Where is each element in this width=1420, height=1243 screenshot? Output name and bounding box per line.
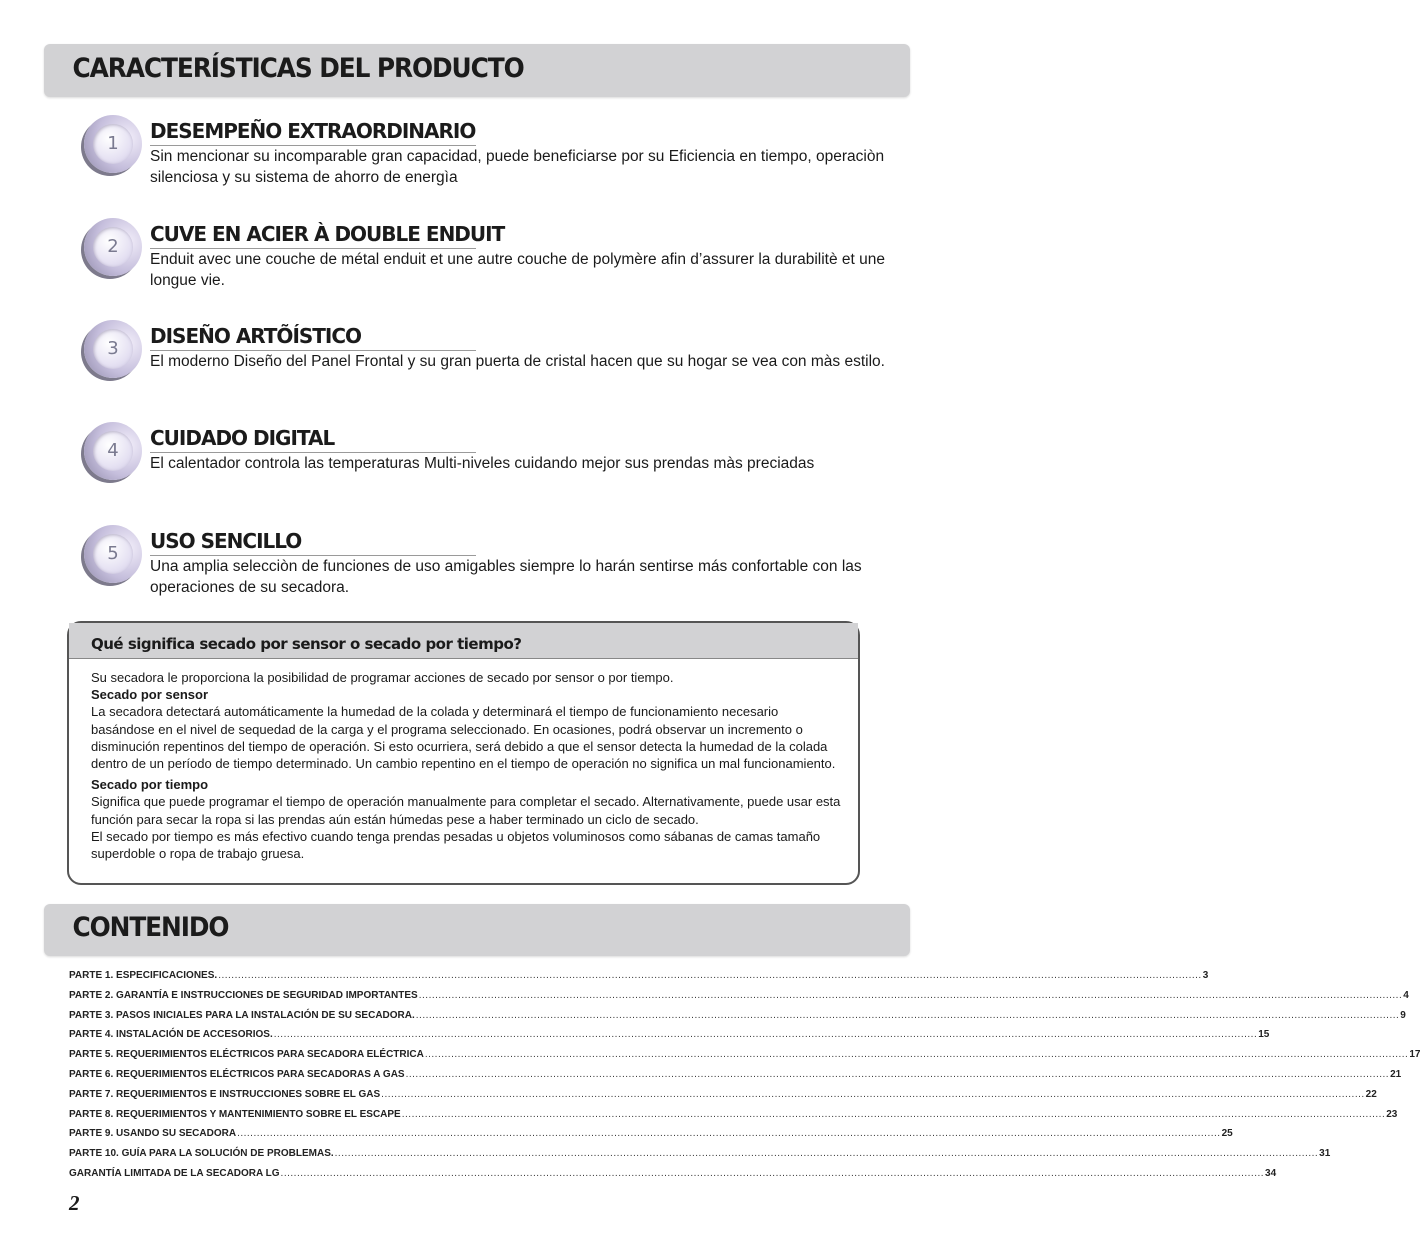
contents-banner <box>44 904 910 956</box>
toc-leader-dots: ............................................................................................................................................................................................................................................................................................................ <box>280 1167 1265 1179</box>
toc-leader-dots: ............................................................................................................................................................................................................................................................................................................ <box>334 1148 1319 1160</box>
feature-number: 1 <box>93 124 133 164</box>
number-badge-icon <box>84 115 142 173</box>
features-banner <box>44 44 910 97</box>
time-drying-text: El secado por tiempo es más efectivo cuando tenga prendas pesadas u objetos voluminosos como sábanas de camas tamaño superdoble o ropa de trabajo gruesa. <box>91 828 821 862</box>
toc-entry[interactable] <box>69 970 1209 990</box>
feature-text: El calentador controla las temperaturas Multi-niveles cuidando mejor sus prendas màs preciadas <box>150 455 815 472</box>
feature-item <box>0 320 954 410</box>
number-badge-icon <box>84 218 142 276</box>
feature-item <box>0 422 954 512</box>
feature-item <box>0 525 954 615</box>
toc-entry-page: 34 <box>1265 1167 1277 1179</box>
toc-leader-dots: ............................................................................................................................................................................................................................................................................................................ <box>237 1128 1221 1140</box>
feature-text: Sin mencionar su incomparable gran capacidad, puede beneficiarse por su Eficiencia en tiempo, operaciòn silenciosa y su sistema de ahorro de energìa <box>150 148 885 186</box>
toc-entry-title: PARTE 2. GARANTÍA E INSTRUCCIONES DE SEGURIDAD IMPORTANTES <box>69 989 418 1001</box>
toc-entry[interactable] <box>69 1088 1377 1109</box>
toc-leader-dots: ............................................................................................................................................................................................................................................................................................................ <box>401 1108 1386 1120</box>
toc-entry[interactable] <box>69 989 1409 1010</box>
toc-entry[interactable] <box>69 1009 1406 1030</box>
toc-entry-page: 4 <box>1403 989 1409 1001</box>
toc-entry-title: PARTE 3. PASOS INICIALES PARA LA INSTALACIÓN DE SU SECADORA. <box>69 1009 415 1021</box>
toc-entry-title: PARTE 8. REQUERIMIENTOS Y MANTENIMIENTO SOBRE EL ESCAPE <box>69 1108 401 1120</box>
toc-leader-dots: ............................................................................................................................................................................................................................................................................................................ <box>418 989 1403 1001</box>
toc-entry-title: PARTE 5. REQUERIMIENTOS ELÉCTRICOS PARA SECADORA ELÉCTRICA <box>69 1049 424 1061</box>
time-drying-text: Significa que puede programar el tiempo de operación manualmente para completar el secado. Alternativamente, puede usar esta función para secar la ropa si las prendas aún están húmedas pese a haber terminado un ciclo de secado. <box>91 794 841 827</box>
number-badge-icon <box>84 320 142 378</box>
feature-text: Una amplia selecciòn de funciones de uso amigables siempre lo harán sentirse más confortable con las operaciones de su secadora. <box>150 558 862 596</box>
feature-text: El moderno Diseño del Panel Frontal y su gran puerta de cristal hacen que su hogar se vea con màs estilo. <box>150 353 885 370</box>
feature-text: Enduit avec une couche de métal enduit et une autre couche de polymère afin d’assurer la durabilitè et une longue vie. <box>150 251 886 289</box>
number-badge-icon <box>84 422 142 480</box>
toc-entry-page: 22 <box>1365 1088 1377 1100</box>
feature-number: 4 <box>93 431 133 471</box>
toc-entry[interactable] <box>69 1108 1398 1129</box>
page-number: 2 <box>69 1191 80 1215</box>
feature-title: CUVE EN ACIER À DOUBLE ENDUIT <box>150 221 476 249</box>
toc-entry[interactable] <box>69 1148 1331 1168</box>
toc-entry[interactable] <box>69 1029 1270 1049</box>
feature-item <box>0 218 954 308</box>
feature-title: DISEÑO ARTÕÍSTICO <box>150 323 476 351</box>
toc-entry-title: PARTE 10. GUÍA PARA LA SOLUCIÓN DE PROBLEMAS. <box>69 1148 334 1160</box>
sensor-drying-heading: Secado por sensor <box>91 687 209 703</box>
toc-entry-page: 21 <box>1390 1068 1402 1080</box>
toc-entry-page: 9 <box>1400 1009 1406 1021</box>
toc-leader-dots: ............................................................................................................................................................................................................................................................................................................ <box>218 970 1202 981</box>
table-of-contents <box>69 970 1420 1188</box>
number-badge-icon <box>84 525 142 583</box>
info-intro: Su secadora le proporciona la posibilidad de programar acciones de secado por sensor o por tiempo. <box>91 670 674 685</box>
toc-entry-page: 3 <box>1202 970 1209 981</box>
feature-number: 5 <box>93 534 133 574</box>
toc-entry-page: 17 <box>1409 1049 1420 1061</box>
feature-number: 3 <box>93 329 133 369</box>
feature-number: 2 <box>93 227 133 267</box>
toc-leader-dots: ............................................................................................................................................................................................................................................................................................................ <box>424 1049 1409 1061</box>
contents-title: CONTENIDO <box>72 912 229 943</box>
toc-entry[interactable] <box>69 1049 1420 1069</box>
time-drying-heading: Secado por tiempo <box>91 777 209 793</box>
toc-entry-page: 31 <box>1319 1148 1331 1160</box>
info-box-title: Qué significa secado por sensor o secado por tiempo? <box>91 635 522 653</box>
feature-title: DESEMPEÑO EXTRAORDINARIO <box>150 118 476 146</box>
toc-leader-dots: ............................................................................................................................................................................................................................................................................................................ <box>381 1088 1365 1100</box>
info-box-header <box>69 623 858 659</box>
features-title: CARACTERÍSTICAS DEL PRODUCTO <box>72 53 524 84</box>
toc-leader-dots: ............................................................................................................................................................................................................................................................................................................ <box>273 1029 1258 1041</box>
feature-item <box>0 115 954 205</box>
toc-leader-dots: ............................................................................................................................................................................................................................................................................................................ <box>405 1068 1390 1080</box>
feature-title: USO SENCILLO <box>150 528 476 556</box>
sensor-drying-text: La secadora detectará automáticamente la humedad de la colada y determinará el tiempo de funcionamiento necesario basándose en el nivel de sequedad de la carga y el programa seleccionado. En ocasiones, podrá observar un incremento o disminución repentinos del tiempo de operación. Si esto ocurriera, será debido a que el sensor detecta la humedad de la colada dentro de un período de tiempo determinado. Un cambio repentino en el tiempo de operación no significa un mal funcionamiento. <box>91 704 836 772</box>
toc-entry-page: 23 <box>1386 1108 1398 1120</box>
feature-title: CUIDADO DIGITAL <box>150 425 476 453</box>
toc-entry-title: PARTE 4. INSTALACIÓN DE ACCESORIOS. <box>69 1029 273 1041</box>
toc-entry-title: PARTE 7. REQUERIMIENTOS E INSTRUCCIONES SOBRE EL GAS <box>69 1088 381 1100</box>
toc-entry[interactable] <box>69 1128 1233 1148</box>
toc-entry-page: 15 <box>1258 1029 1270 1041</box>
toc-entry-page: 25 <box>1221 1128 1233 1140</box>
toc-entry[interactable] <box>69 1167 1277 1188</box>
toc-entry-title: PARTE 6. REQUERIMIENTOS ELÉCTRICOS PARA SECADORAS A GAS <box>69 1068 405 1080</box>
info-box-body <box>69 659 858 862</box>
toc-entry-title: GARANTÍA LIMITADA DE LA SECADORA LG <box>69 1167 280 1179</box>
toc-leader-dots: ............................................................................................................................................................................................................................................................................................................ <box>415 1009 1400 1021</box>
toc-entry[interactable] <box>69 1068 1402 1089</box>
drying-info-box <box>67 621 860 885</box>
toc-entry-title: PARTE 1. ESPECIFICACIONES. <box>69 970 218 981</box>
toc-entry-title: PARTE 9. USANDO SU SECADORA <box>69 1128 237 1140</box>
